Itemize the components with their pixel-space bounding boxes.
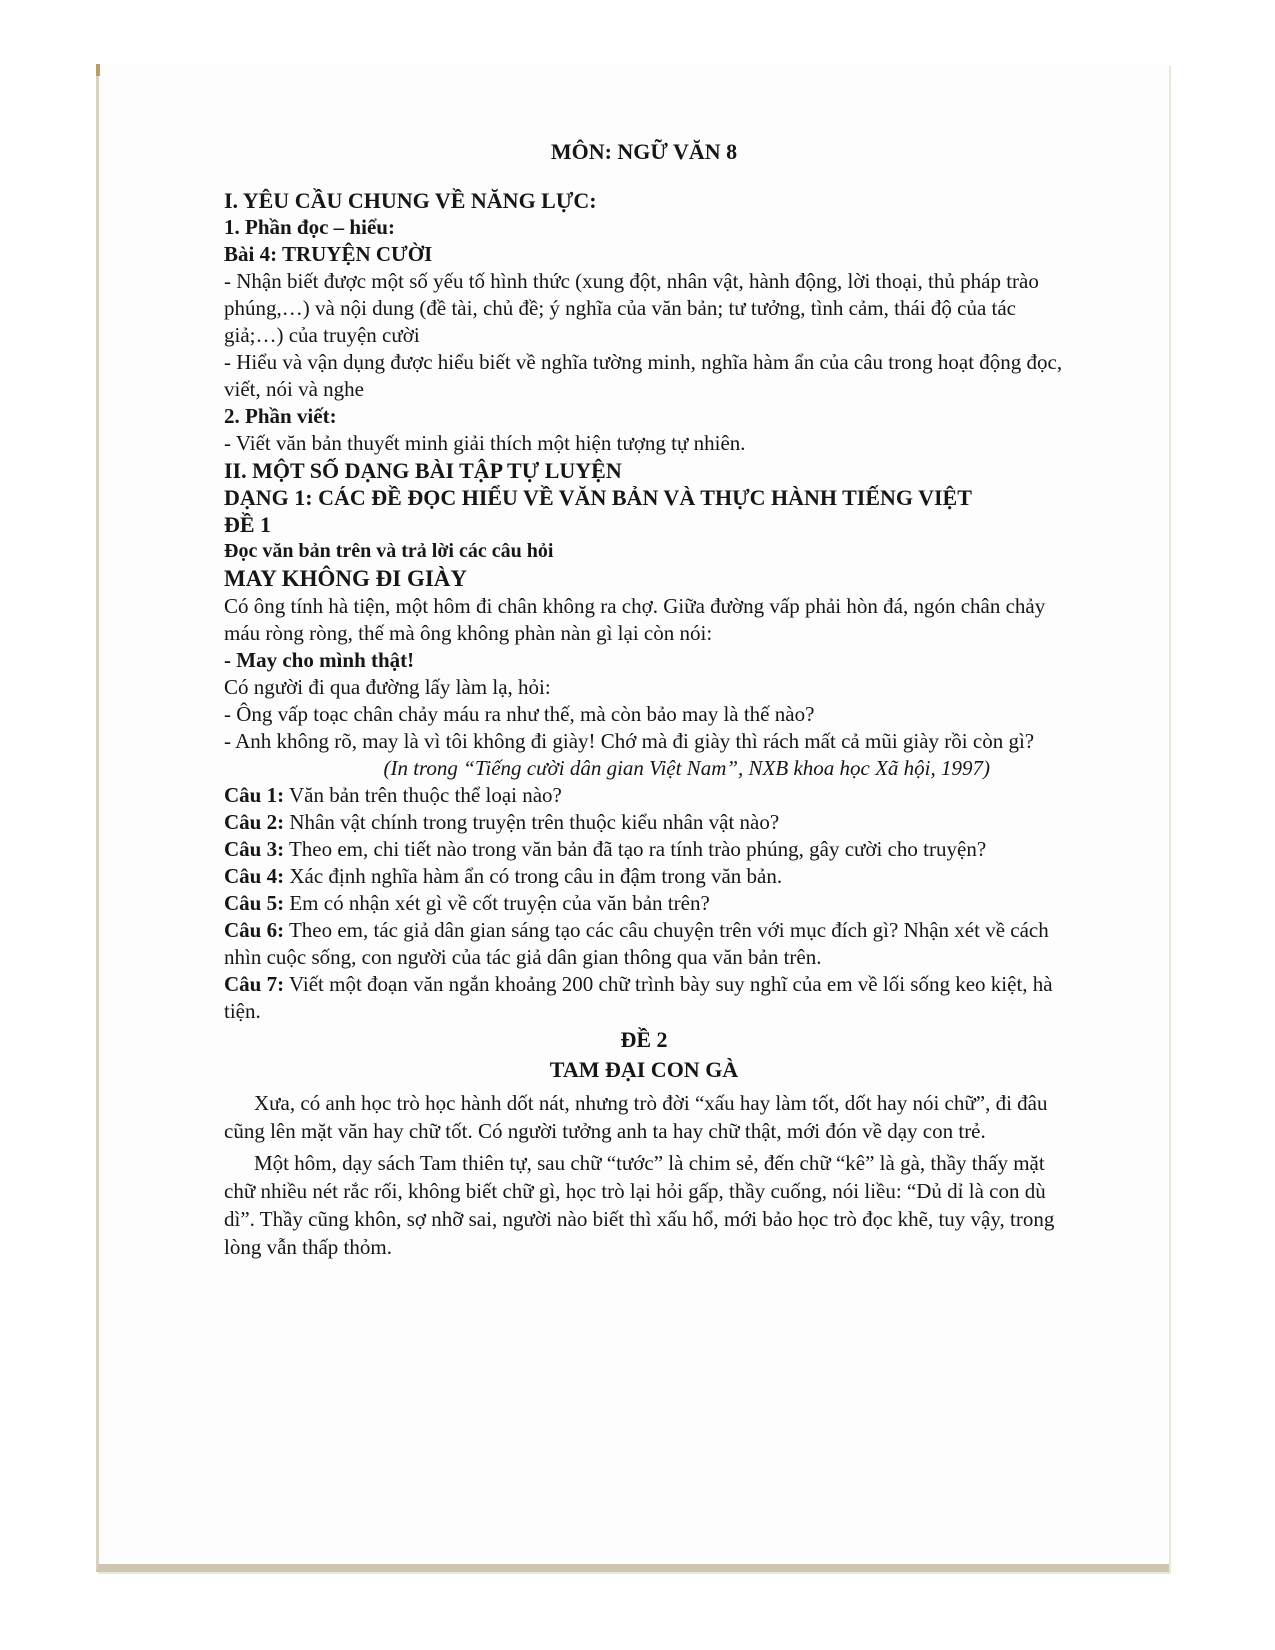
question-text: Nhân vật chính trong truyện trên thuộc kiểu nhân vật nào? (284, 810, 780, 834)
question-item (224, 863, 1064, 890)
section2-heading: II. MỘT SỐ DẠNG BÀI TẬP TỰ LUYỆN (224, 458, 622, 483)
question-label: Câu 5: (224, 891, 285, 915)
exam2-story-title: TAM ĐẠI CON GÀ (549, 1057, 739, 1082)
question-text: Viết một đoạn văn ngắn khoảng 200 chữ trình bày suy nghĩ của em về lối sống keo kiệt, hà tiện. (224, 972, 1053, 1023)
exam1-instruction: Đọc văn bản trên và trả lời các câu hỏi (224, 540, 554, 562)
question-label: Câu 7: (224, 972, 285, 996)
question-item (224, 809, 1064, 836)
question-item (224, 971, 1064, 1025)
scan-mark (96, 64, 100, 76)
question-text: Theo em, chi tiết nào trong văn bản đã tạo ra tính trào phúng, gây cười cho truyện? (284, 837, 987, 861)
question-item (224, 836, 1064, 863)
question-label: Câu 4: (224, 864, 285, 888)
section1-heading: I. YÊU CẦU CHUNG VỀ NĂNG LỰC: (224, 188, 597, 213)
story-paragraph: Xưa, có anh học trò học hành dốt nát, nhưng trò đời “xấu hay làm tốt, dốt hay nói chữ”, đi đâu cũng lên mặt văn hay chữ tốt. Có người tưởng anh ta hay chữ thật, mới đón về dạy con trẻ. (224, 1091, 1048, 1143)
part1-heading: 1. Phần đọc – hiểu: (224, 215, 395, 239)
story-paragraph: Một hôm, dạy sách Tam thiên tự, sau chữ “tước” là chim sẻ, đến chữ “kê” là gà, thầy thấy mặt chữ nhiều nét rắc rối, không biết chữ gì, học trò lại hỏi gấp, thầy cuống, nói liều: “Dủ dỉ là con dù dì”. Thầy cũng khôn, sợ nhỡ sai, người nào biết thì xấu hổ, mới bảo học trò đọc khẽ, tuy vậy, trong lòng vẫn thấp thỏm. (224, 1151, 1055, 1259)
subject-title: MÔN: NGỮ VĂN 8 (550, 139, 738, 164)
story-line: - Ông vấp toạc chân chảy máu ra như thế, mà còn bảo may là thế nào? (224, 702, 815, 726)
exam2-label: ĐỀ 2 (620, 1027, 668, 1052)
question-item (224, 917, 1064, 971)
story-line: - Anh không rõ, may là vì tôi không đi giày! Chớ mà đi giày thì rách mất cả mũi giày rồi còn gì? (224, 729, 1035, 753)
question-label: Câu 1: (224, 783, 285, 807)
writing-requirement: - Viết văn bản thuyết minh giải thích một hiện tượng tự nhiên. (224, 431, 746, 455)
question-label: Câu 6: (224, 918, 285, 942)
question-item (224, 782, 1064, 809)
exam1-story-title: MAY KHÔNG ĐI GIÀY (224, 566, 468, 591)
question-text: Em có nhận xét gì về cốt truyện của văn bản trên? (284, 891, 710, 915)
requirement-item: - Nhận biết được một số yếu tố hình thức (xung đột, nhân vật, hành động, lời thoại, thủ pháp trào phúng,…) và nội dung (đề tài, chủ đề; ý nghĩa của văn bản; tư tưởng, tình cảm, thái độ của tác giả;…) của truyện cười (224, 269, 1039, 347)
story-line: Có ông tính hà tiện, một hôm đi chân không ra chợ. Giữa đường vấp phải hòn đá, ngón chân chảy máu ròng ròng, thế mà ông không phàn nàn gì lại còn nói: (224, 594, 1046, 645)
story-line: Có người đi qua đường lấy làm lạ, hỏi: (224, 675, 551, 699)
bold-quote: - May cho mình thật! (224, 648, 415, 672)
exam1-label: ĐỀ 1 (224, 512, 272, 537)
question-text: Xác định nghĩa hàm ẩn có trong câu in đậm trong văn bản. (284, 864, 783, 888)
type1-heading: DẠNG 1: CÁC ĐỀ ĐỌC HIỂU VỀ VĂN BẢN VÀ THỰC HÀNH TIẾNG VIỆT (224, 485, 972, 510)
requirement-item: - Hiểu và vận dụng được hiểu biết về nghĩa tường minh, nghĩa hàm ẩn của câu trong hoạt động đọc, viết, nói và nghe (224, 350, 1063, 401)
question-item (224, 890, 1064, 917)
question-label: Câu 2: (224, 810, 285, 834)
lesson-heading: Bài 4: TRUYỆN CƯỜI (224, 242, 433, 266)
question-text: Theo em, tác giả dân gian sáng tạo các câu chuyện trên với mục đích gì? Nhận xét về cách nhìn cuộc sống, con người của tác giả dân gian thông qua văn bản trên. (224, 918, 1049, 969)
part2-heading: 2. Phần viết: (224, 404, 337, 428)
question-label: Câu 3: (224, 837, 285, 861)
source-citation: (In trong “Tiếng cười dân gian Việt Nam”, NXB khoa học Xã hội, 1997) (383, 756, 990, 780)
document-content (224, 138, 1064, 1261)
question-text: Văn bản trên thuộc thể loại nào? (284, 783, 562, 807)
